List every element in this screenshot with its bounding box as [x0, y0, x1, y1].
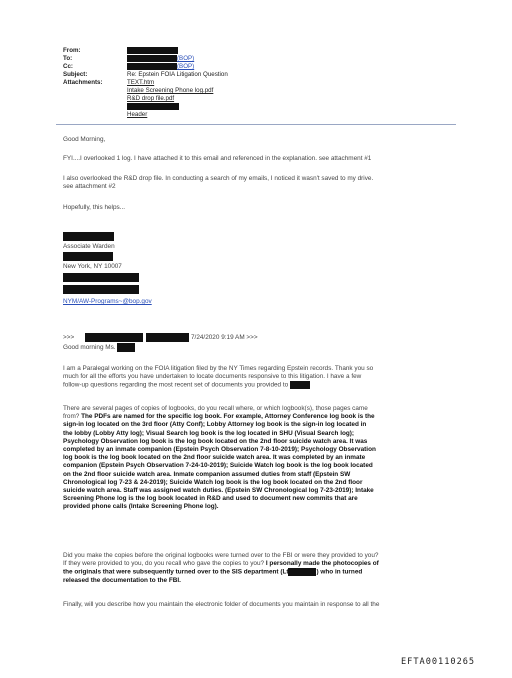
subject-label: Subject:: [63, 71, 88, 78]
quoted-greeting: [63, 343, 135, 352]
quoted-paragraph-electronic-folder: Finally, will you describe how you maintain the electronic folder of documents you maintain in response to all the: [63, 601, 380, 608]
attachment-link[interactable]: Intake Screening Phone log.pdf: [127, 87, 214, 94]
answer-line: the lobby (Lobby Atty log); Visual Search log book is the log located in SHU (Visual Search log);: [63, 429, 355, 437]
redaction: [85, 333, 143, 342]
redaction: [290, 381, 310, 389]
cc-value: [127, 63, 194, 71]
quoted-paragraph-copies: [63, 552, 458, 586]
cc-label: Cc:: [63, 63, 73, 70]
answer-line: sign-in log located on the 3rd floor (Atty Conf); Lobby Attorney log book is the sign-in log located in: [63, 421, 367, 429]
redaction: [127, 63, 177, 70]
answer-text: The PDFs are named for the specific log book. For example, Attorney Conference log book is the: [81, 413, 375, 421]
text-line: see attachment #2: [63, 183, 116, 191]
answer-line: suicide watch area. Staff was assigned watch duties. (Epstein SW Chronological log 7-23-2019); Intake: [63, 487, 374, 495]
redaction: [127, 55, 177, 62]
quoted-date: 7/24/2020 9:19 AM >>>: [190, 334, 258, 342]
signature-email-link[interactable]: NYM/AW-Programs~@bop.gov: [63, 298, 152, 305]
redaction: [146, 333, 189, 342]
to-value: [127, 55, 194, 63]
redaction: [127, 47, 178, 54]
greeting: Good Morning,: [63, 136, 106, 143]
text-segment: follow-up questions regarding the most recent set of documents you provided to: [63, 382, 289, 390]
attachments-label: Attachments:: [63, 79, 103, 86]
signature-address-redacted: [63, 252, 113, 261]
redaction: [117, 343, 135, 352]
answer-line: Chronological log 7-23 & 24-2019); Suicide Watch log book is the log book located on the 2nd floor: [63, 478, 363, 486]
cc-suffix[interactable]: (BOP): [177, 63, 195, 71]
answer-text: ) who in turned: [316, 569, 363, 577]
signature-fax-redacted: [63, 285, 139, 294]
text-line: I also overlooked the R&D drop file. In conducting a search of my emails, I noticed it wasn't saved to my drive.: [63, 175, 374, 182]
text-line: [63, 381, 458, 390]
redaction: [127, 103, 179, 110]
text-line: [63, 560, 458, 568]
redaction: [63, 252, 113, 261]
attachment-link[interactable]: TEXT.htm: [127, 79, 155, 86]
quoted-greeting-text: Good morning Ms.: [63, 344, 116, 352]
attachment-redacted: [127, 103, 179, 111]
paragraph-overlooked-log: FYI....I overlooked 1 log. I have attached it to this email and referenced in the explanation. see attachment #1: [63, 155, 372, 162]
quoted-paragraph-logbooks: [63, 405, 458, 512]
answer-line: companion (Epstein Psych Observation 7-24-10-2019); Suicide Watch log book is the log book located: [63, 462, 373, 470]
answer-line: provided phone calls (Intake Screening Phone log).: [63, 503, 219, 511]
redaction: [63, 232, 114, 241]
text-line: [63, 413, 458, 421]
answer-line: Screening Phone log is the log book located in R&D and used to document new commits that are: [63, 495, 358, 503]
answer-line: released the documentation to the FBI.: [63, 577, 181, 585]
to-suffix[interactable]: (BOP): [177, 55, 195, 63]
answer-line: Psychology Observation log book is the log book located on the 2nd floor suicide watch area. It was: [63, 437, 368, 445]
quoted-paragraph-intro: [63, 365, 458, 390]
quoted-header: [63, 333, 258, 342]
text-segment: If they were provided to you, do you recall who gave the copies to you?: [63, 560, 265, 568]
answer-line: log book is the log book located on the 2nd floor suicide watch area. It was completed by an inmate: [63, 454, 366, 462]
answer-line: completed by an inmate companion (Epstein Psych Observation 7-8-10-2019); Psychology Observation: [63, 446, 376, 454]
text-line: [63, 568, 458, 577]
text-line: Did you make the copies before the original logbooks were turned over to the FBI or were they provided to you?: [63, 552, 379, 559]
subject-value: Re: Epstein FOIA Litigation Question: [127, 71, 228, 78]
text-line: much for all the efforts you have undertaken to locate documents responsive to this litigation. I have a few: [63, 373, 362, 381]
bates-number: EFTA00110265: [401, 657, 476, 667]
answer-text: the originals that were subsequently turned over to the SIS department (Lt: [63, 569, 289, 577]
answer-line: on the 2nd floor suicide watch area. Inmate companion assumed duties from staff (Epstein SW: [63, 470, 351, 478]
signature-name-redacted: [63, 232, 114, 241]
attachment-link[interactable]: Header: [127, 111, 148, 118]
paragraph-hopefully: Hopefully, this helps...: [63, 204, 126, 211]
quote-prefix: >>>: [63, 334, 75, 342]
signature-email: [63, 298, 152, 306]
redaction: [288, 568, 316, 576]
signature-city: New York, NY 10007: [63, 263, 122, 270]
text-segment: from?: [63, 413, 80, 421]
attachment-link[interactable]: R&D drop file.pdf: [127, 95, 175, 102]
redaction: [63, 285, 139, 294]
from-label: From:: [63, 47, 81, 54]
answer-text: I personally made the photocopies of: [265, 560, 379, 568]
to-label: To:: [63, 55, 73, 62]
redaction: [63, 273, 139, 282]
signature-phone-redacted: [63, 273, 139, 282]
text-line: I am a Paralegal working on the FOIA litigation filed by the NY Times regarding Epstein records. Thank you so: [63, 365, 374, 372]
from-value: [127, 47, 178, 55]
signature-title: Associate Warden: [63, 243, 115, 250]
text-line: There are several pages of copies of logbooks, do you recall where, or which logbook(s), those pages came: [63, 405, 368, 412]
paragraph-rd-drop-file: [63, 175, 458, 191]
header-divider: [56, 124, 456, 125]
